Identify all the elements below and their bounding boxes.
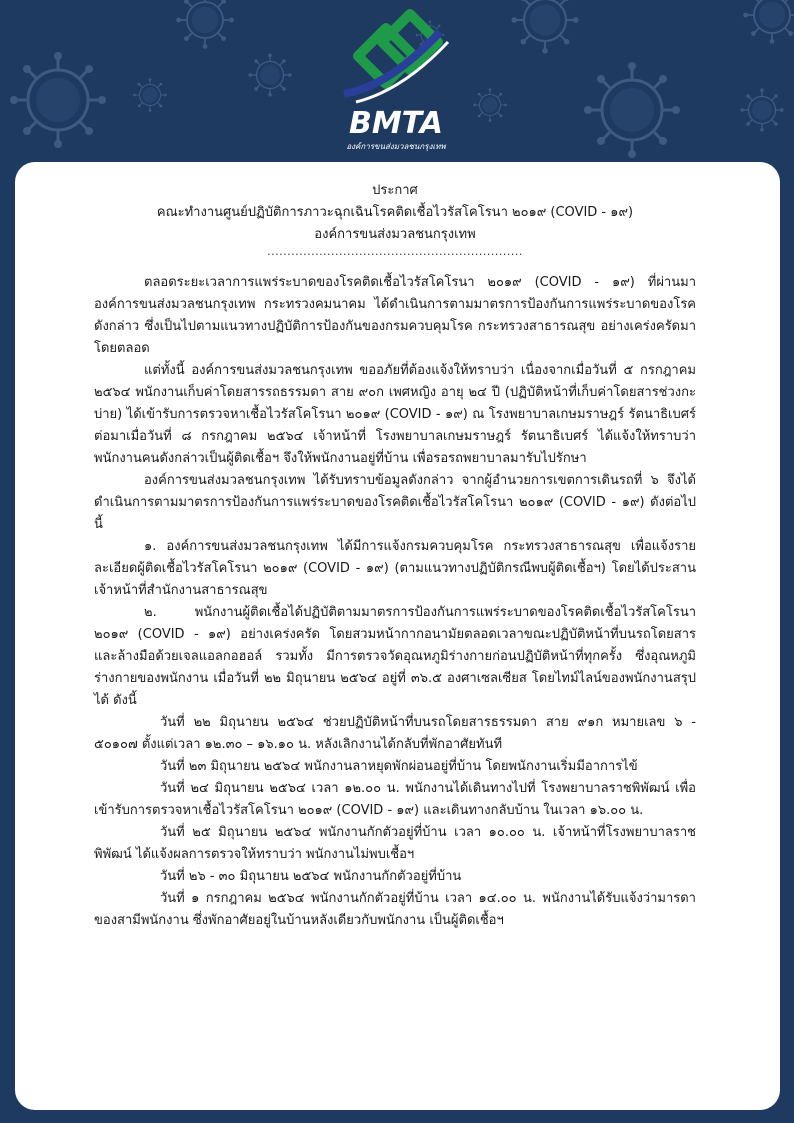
bmta-emblem-icon — [336, 8, 456, 108]
logo-title: BMTA — [348, 106, 444, 141]
timeline-item: วันที่ ๒๖ - ๓๐ มิถุนายน ๒๕๖๔ พนักงานกักตัวอยู่ที่บ้าน — [160, 869, 462, 884]
paragraph-2: แต่ทั้งนี้ องค์การขนส่งมวลชนกรุงเทพ ขออภัยที่ต้องแจ้งให้ทราบว่า เนื่องจากเมื่อวันที่ ๕ กรกฎาคม ๒๕๖๔ พนักงานเก็บค่าโดยสารรถธรรมดา สาย ๙๐ก เพศหญิง อายุ ๒๔ ปี (ปฏิบัติหน้าที่เก็บค่าโดยสารช่วงกะบ่าย) ได้เข้ารับการตรวจหาเชื้อไวรัสโคโรนา ๒๐๑๙ (COVID - ๑๙) ณ โรงพยาบาลเกษมราษฎร์ รัตนาธิเบศร์ ต่อมาเมื่อวันที่ ๘ กรกฎาคม ๒๕๖๔ เจ้าหน้าที่ โรงพยาบาลเกษมราษฎร์ รัตนาธิเบศร์ ได้แจ้งให้ทราบว่า พนักงานคนดังกล่าวเป็นผู้ติดเชื้อฯ จึงให้พนักงานอยู่ที่บ้าน เพื่อรอรถพยาบาลมารับไปรักษา — [94, 363, 696, 466]
paragraph-3: องค์การขนส่งมวลชนกรุงเทพ ได้รับทราบข้อมูลดังกล่าว จากผู้อำนวยการเขตการเดินรถที่ ๖ จึงได้ดำเนินการตามมาตรการป้องกันการแพร่ระบาดของโรคติดเชื้อไวรัสโคโรนา ๒๐๑๙ (COVID - ๑๙) ดังต่อไปนี้ — [94, 473, 696, 532]
timeline-item: วันที่ ๑ กรกฎาคม ๒๕๖๔ พนักงานกักตัวอยู่ที่บ้าน เวลา ๑๔.๐๐ น. พนักงานได้รับแจ้งว่ามารดาของสามีพนักงาน ซึ่งพักอาศัยอยู่ในบ้านหลังเดียวกับพนักงาน เป็นผู้ติดเชื้อฯ — [94, 891, 696, 928]
paragraph-1: ตลอดระยะเวลาการแพร่ระบาดของโรคติดเชื้อไวรัสโคโรนา ๒๐๑๙ (COVID - ๑๙) ที่ผ่านมาองค์การขนส่งมวลชนกรุงเทพ กระทรวงคมนาคม ได้ดำเนินการตามมาตรการป้องกันการแพร่ระบาดของโรคดังกล่าว ซึ่งเป็นไปตามแนวทางปฏิบัติการป้องกันของกรมควบคุมโรค กระทรวงสาธารณสุข อย่างเคร่งครัดมาโดยตลอด — [94, 275, 696, 356]
timeline-item: วันที่ ๒๓ มิถุนายน ๒๕๖๔ พนักงานลาหยุดพักผ่อนอยู่ที่บ้าน โดยพนักงานเริ่มมีอาการไข้ — [160, 759, 638, 774]
bmta-logo — [336, 8, 456, 156]
announcement-document — [94, 180, 696, 932]
doc-heading-3: องค์การขนส่งมวลชนกรุงเทพ — [314, 227, 476, 242]
paragraph-5: ๒. พนักงานผู้ติดเชื้อได้ปฏิบัติตามมาตรการป้องกันการแพร่ระบาดของโรคติดเชื้อไวรัสโคโรนา ๒๐๑๙ (COVID - ๑๙) อย่างเคร่งครัด โดยสวมหน้ากากอนามัยตลอดเวลาขณะปฏิบัติหน้าที่บนรถโดยสาร และล้างมือด้วยเจลแอลกอฮอล์ รวมทั้ง มีการตรวจวัดอุณหภูมิร่างกายก่อนปฏิบัติหน้าที่ทุกครั้ง ซึ่งอุณหภูมิร่างกายของพนักงาน เมื่อวันที่ ๒๒ มิถุนายน ๒๕๖๔ อยู่ที่ ๓๖.๕ องศาเซลเซียส โดยไทม์ไลน์ของพนักงานสรุปได้ ดังนี้ — [94, 605, 696, 708]
heading-separator: ................................................................ — [267, 245, 523, 258]
timeline-item: วันที่ ๒๕ มิถุนายน ๒๕๖๔ พนักงานกักตัวอยู่ที่บ้าน เวลา ๑๐.๐๐ น. เจ้าหน้าที่โรงพยาบาลราชพิพัฒน์ ได้แจ้งผลการตรวจให้ทราบว่า พนักงานไม่พบเชื้อฯ — [94, 825, 696, 862]
doc-heading-2: คณะทำงานศูนย์ปฏิบัติการภาวะฉุกเฉินโรคติดเชื้อไวรัสโคโรนา ๒๐๑๙ (COVID - ๑๙) — [156, 205, 634, 220]
paragraph-4: ๑. องค์การขนส่งมวลชนกรุงเทพ ได้มีการแจ้งกรมควบคุมโรค กระทรวงสาธารณสุข เพื่อแจ้งรายละเอียดผู้ติดเชื้อไวรัสโคโรนา ๒๐๑๙ (COVID - ๑๙) (ตามแนวทางปฏิบัติกรณีพบผู้ติดเชื้อฯ) โดยได้ประสานเจ้าหน้าที่สำนักงานสาธารณสุข — [94, 539, 696, 598]
timeline-item: วันที่ ๒๒ มิถุนายน ๒๕๖๔ ช่วยปฏิบัติหน้าที่บนรถโดยสารธรรมดา สาย ๙๑ก หมายเลข ๖ - ๕๐๑๐๗ ตั้งแต่เวลา ๑๒.๓๐ – ๑๖.๑๐ น. หลังเลิกงานได้กลับที่พักอาศัยทันที — [94, 715, 696, 752]
timeline-item: วันที่ ๒๔ มิถุนายน ๒๕๖๔ เวลา ๑๒.๐๐ น. พนักงานได้เดินทางไปที่ โรงพยาบาลราชพิพัฒน์ เพื่อเข้ารับการตรวจหาเชื้อไวรัสโคโรนา ๒๐๑๙ (COVID - ๑๙) และเดินทางกลับบ้าน ในเวลา ๑๖.๐๐ น. — [94, 781, 696, 818]
logo-subtitle: องค์การขนส่งมวลชนกรุงเทพ — [346, 142, 446, 151]
doc-heading-1: ประกาศ — [372, 183, 418, 198]
